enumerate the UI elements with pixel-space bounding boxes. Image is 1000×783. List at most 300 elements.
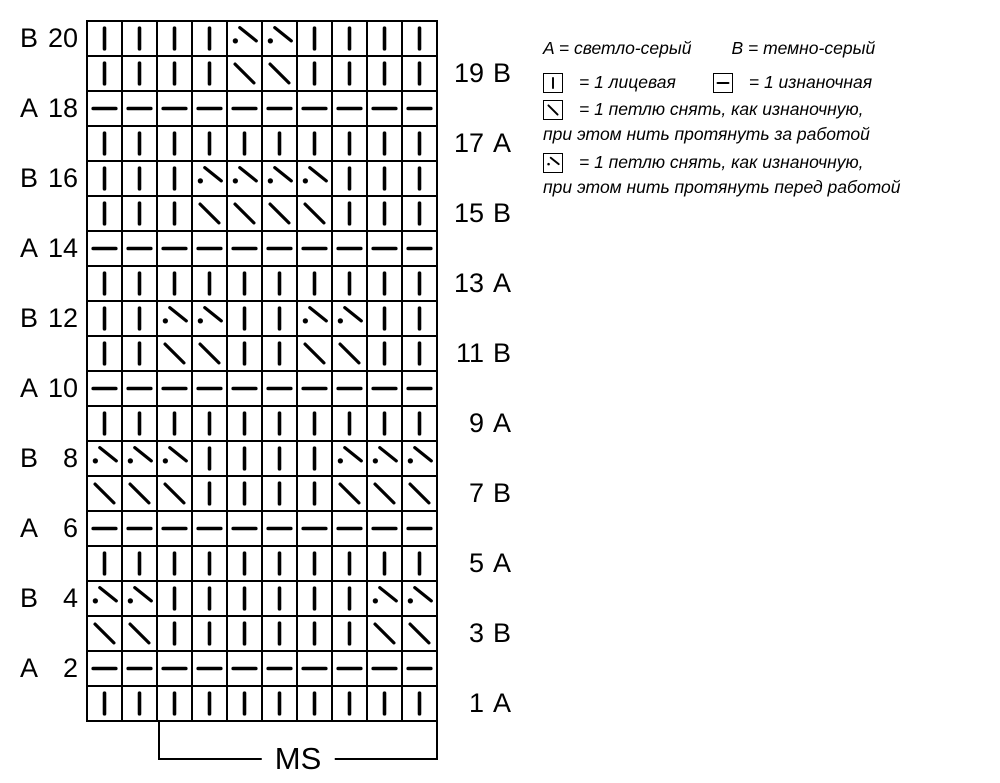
- chart-cell-knit: [122, 546, 157, 581]
- slip-wyif-glyph: [333, 302, 366, 335]
- knit-glyph: [158, 407, 191, 440]
- chart-cell-purl: [332, 231, 367, 266]
- chart-cell-knit: [157, 266, 192, 301]
- chart-cell-knit: [122, 301, 157, 336]
- chart-cell-purl: [367, 651, 402, 686]
- knit-glyph: [263, 302, 296, 335]
- knit-glyph: [228, 337, 261, 370]
- knit-glyph: [333, 57, 366, 90]
- chart-cell-knit: [157, 56, 192, 91]
- purl-glyph: [715, 75, 731, 91]
- knit-glyph: [333, 197, 366, 230]
- chart-cell-slip-wyif: [262, 161, 297, 196]
- slip-wyif-glyph: [298, 302, 331, 335]
- chart-cell-purl: [227, 91, 262, 126]
- knit-glyph: [88, 267, 121, 300]
- chart-cell-knit: [122, 336, 157, 371]
- knit-glyph: [158, 617, 191, 650]
- chart-cell-knit: [297, 406, 332, 441]
- slip-wyib-glyph: [123, 617, 156, 650]
- purl-glyph: [123, 92, 156, 125]
- purl-glyph: [193, 372, 226, 405]
- chart-cell-slip-wyib: [87, 476, 122, 511]
- knit-glyph: [368, 197, 401, 230]
- purl-glyph: [193, 92, 226, 125]
- chart-cell-knit: [367, 126, 402, 161]
- chart-cell-knit: [262, 301, 297, 336]
- chart-cell-slip-wyib: [332, 476, 367, 511]
- chart-cell-knit: [262, 476, 297, 511]
- knit-glyph: [298, 57, 331, 90]
- chart-cell-knit: [262, 441, 297, 476]
- chart-cell-knit: [87, 56, 122, 91]
- chart-cell-knit: [87, 686, 122, 721]
- slip-wyib-glyph: [193, 197, 226, 230]
- slip-wyif-glyph: [123, 442, 156, 475]
- chart-cell-knit: [122, 406, 157, 441]
- chart-cell-knit: [332, 56, 367, 91]
- purl-glyph: [158, 92, 191, 125]
- purl-glyph: [368, 512, 401, 545]
- slip-wyif-glyph: [333, 442, 366, 475]
- legend-slip-wyib-line: [543, 99, 998, 120]
- chart-cell-knit: [87, 336, 122, 371]
- row-label-15: 15 B: [454, 198, 512, 228]
- chart-cell-purl: [192, 371, 227, 406]
- chart-cell-purl: [262, 371, 297, 406]
- right-row-labels: [454, 21, 524, 721]
- chart-cell-knit: [192, 21, 227, 56]
- purl-glyph: [403, 372, 436, 405]
- slip-wyib-glyph: [403, 617, 436, 650]
- purl-glyph: [88, 652, 121, 685]
- knit-glyph: [403, 127, 436, 160]
- chart-cell-knit: [332, 161, 367, 196]
- knit-glyph: [228, 442, 261, 475]
- chart-cell-knit: [122, 21, 157, 56]
- knit-glyph: [228, 617, 261, 650]
- knit-glyph: [158, 687, 191, 720]
- chart-cell-purl: [297, 91, 332, 126]
- purl-glyph: [228, 652, 261, 685]
- chart-cell-knit: [122, 126, 157, 161]
- chart-cell-knit: [192, 266, 227, 301]
- chart-cell-slip-wyif: [367, 581, 402, 616]
- purl-glyph: [123, 372, 156, 405]
- slip-wyif-glyph: [403, 582, 436, 615]
- knit-glyph: [403, 302, 436, 335]
- slip-wyif-glyph: [158, 302, 191, 335]
- knit-glyph: [228, 302, 261, 335]
- chart-cell-purl: [367, 511, 402, 546]
- chart-cell-knit: [332, 616, 367, 651]
- purl-glyph: [193, 232, 226, 265]
- chart-cell-purl: [262, 91, 297, 126]
- chart-cell-purl: [157, 651, 192, 686]
- chart-cell-knit: [297, 441, 332, 476]
- chart-cell-slip-wyib: [157, 336, 192, 371]
- knit-glyph: [333, 687, 366, 720]
- knit-glyph: [193, 617, 226, 650]
- chart-cell-knit: [297, 581, 332, 616]
- purl-glyph: [158, 372, 191, 405]
- chart-cell-purl: [157, 511, 192, 546]
- chart-cell-knit: [402, 546, 437, 581]
- knit-glyph: [333, 127, 366, 160]
- knit-glyph: [88, 302, 121, 335]
- chart-cell-knit: [332, 406, 367, 441]
- chart-cell-slip-wyib: [367, 476, 402, 511]
- row-label-13: 13 A: [454, 268, 512, 298]
- purl-glyph: [88, 232, 121, 265]
- chart-cell-purl: [157, 371, 192, 406]
- knit-glyph: [403, 22, 436, 55]
- slip-wyif-glyph: [298, 162, 331, 195]
- knit-glyph: [88, 687, 121, 720]
- slip-wyif-glyph: [263, 22, 296, 55]
- slip-wyib-glyph: [263, 197, 296, 230]
- purl-glyph: [403, 512, 436, 545]
- row-label-2: A 2: [20, 653, 78, 683]
- chart-cell-knit: [192, 476, 227, 511]
- chart-cell-knit: [262, 336, 297, 371]
- knit-glyph: [123, 267, 156, 300]
- chart-cell-slip-wyib: [122, 616, 157, 651]
- knit-glyph: [298, 127, 331, 160]
- purl-glyph: [263, 92, 296, 125]
- knit-glyph: [193, 687, 226, 720]
- knit-glyph: [545, 75, 561, 91]
- chart-cell-purl: [367, 91, 402, 126]
- slip-wyib-glyph: [333, 477, 366, 510]
- chart-cell-slip-wyif: [297, 161, 332, 196]
- pattern-repeat-bracket: [158, 722, 438, 776]
- chart-cell-purl: [157, 91, 192, 126]
- chart-cell-purl: [402, 511, 437, 546]
- row-label-19: 19 B: [454, 58, 512, 88]
- chart-cell-knit: [297, 126, 332, 161]
- knit-glyph: [158, 57, 191, 90]
- legend-color-a: A = светло-серый: [543, 38, 692, 58]
- slip-wyib-glyph: [228, 57, 261, 90]
- chart-cell-slip-wyib: [262, 56, 297, 91]
- purl-glyph: [88, 92, 121, 125]
- row-label-11: 11 B: [455, 338, 512, 368]
- legend-purl-label: = 1 изнаночная: [748, 72, 873, 92]
- chart-cell-knit: [192, 56, 227, 91]
- chart-cell-knit: [367, 686, 402, 721]
- chart-cell-knit: [227, 266, 262, 301]
- slip-wyib-glyph: [368, 477, 401, 510]
- chart-cell-knit: [192, 581, 227, 616]
- knit-glyph: [88, 22, 121, 55]
- legend-color-b: B = темно-серый: [731, 38, 876, 58]
- knit-glyph: [403, 197, 436, 230]
- legend-slip-wyif-label: = 1 петлю снять, как изнаночную,: [579, 152, 864, 172]
- chart-cell-slip-wyib: [192, 196, 227, 231]
- knit-glyph: [193, 267, 226, 300]
- purl-glyph: [123, 512, 156, 545]
- knit-glyph: [368, 57, 401, 90]
- knit-glyph: [263, 267, 296, 300]
- knit-glyph: [88, 57, 121, 90]
- purl-glyph: [403, 652, 436, 685]
- knit-glyph: [333, 162, 366, 195]
- purl-glyph: [368, 372, 401, 405]
- knit-glyph: [88, 547, 121, 580]
- knit-glyph: [298, 442, 331, 475]
- chart-cell-knit: [367, 546, 402, 581]
- row-label-9: 9 A: [468, 408, 512, 438]
- chart-cell-slip-wyif: [122, 581, 157, 616]
- knit-glyph: [368, 302, 401, 335]
- chart-cell-knit: [262, 546, 297, 581]
- knit-glyph: [263, 127, 296, 160]
- chart-cell-knit: [332, 266, 367, 301]
- knit-glyph: [193, 442, 226, 475]
- slip-wyib-glyph: [158, 477, 191, 510]
- knit-glyph: [298, 617, 331, 650]
- chart-cell-knit: [157, 616, 192, 651]
- chart-cell-slip-wyif: [332, 441, 367, 476]
- chart-cell-knit: [332, 686, 367, 721]
- knit-glyph: [158, 547, 191, 580]
- chart-cell-purl: [227, 231, 262, 266]
- chart-cell-knit: [402, 336, 437, 371]
- knit-glyph: [403, 687, 436, 720]
- chart-cell-slip-wyif: [262, 21, 297, 56]
- legend-knit-purl-line: [543, 72, 998, 93]
- chart-cell-knit: [192, 546, 227, 581]
- purl-glyph: [123, 232, 156, 265]
- knit-glyph: [193, 57, 226, 90]
- chart-cell-slip-wyif: [367, 441, 402, 476]
- chart-cell-purl: [122, 651, 157, 686]
- chart-cell-knit: [227, 686, 262, 721]
- legend-slip-wyif-label-cont: при этом нить протянуть перед работой: [543, 177, 901, 197]
- slip-wyif-glyph: [193, 302, 226, 335]
- chart-cell-knit: [402, 21, 437, 56]
- chart-cell-knit: [262, 126, 297, 161]
- row-label-14: A 14: [20, 233, 78, 263]
- chart-cell-purl: [297, 231, 332, 266]
- knit-glyph: [193, 127, 226, 160]
- chart-cell-knit: [122, 56, 157, 91]
- row-label-7: 7 B: [468, 478, 512, 508]
- purl-glyph: [298, 372, 331, 405]
- chart-cell-slip-wyif: [157, 441, 192, 476]
- chart-cell-knit: [227, 581, 262, 616]
- chart-cell-slip-wyif: [192, 301, 227, 336]
- chart-cell-slip-wyif: [122, 441, 157, 476]
- knit-glyph: [333, 582, 366, 615]
- chart-cell-knit: [297, 56, 332, 91]
- knit-glyph: [228, 267, 261, 300]
- knit-glyph: [368, 127, 401, 160]
- chart-cell-knit: [262, 616, 297, 651]
- chart-cell-knit: [402, 406, 437, 441]
- chart-cell-slip-wyib: [297, 336, 332, 371]
- chart-cell-purl: [297, 371, 332, 406]
- chart-cell-purl: [332, 511, 367, 546]
- knit-glyph: [333, 547, 366, 580]
- knit-glyph: [88, 337, 121, 370]
- chart-cell-knit: [87, 406, 122, 441]
- chart-cell-knit: [402, 301, 437, 336]
- chart-cell-knit: [332, 196, 367, 231]
- chart-cell-knit: [157, 686, 192, 721]
- chart-cell-slip-wyif: [297, 301, 332, 336]
- legend-slip-wyif-line: [543, 152, 998, 173]
- knit-glyph: [123, 57, 156, 90]
- purl-glyph: [158, 512, 191, 545]
- chart-cell-knit: [297, 686, 332, 721]
- slip-wyib-glyph: [298, 197, 331, 230]
- slip-wyib-glyph: [123, 477, 156, 510]
- knit-glyph: [228, 547, 261, 580]
- chart-cell-slip-wyib: [297, 196, 332, 231]
- knit-glyph: [298, 477, 331, 510]
- chart-cell-knit: [157, 21, 192, 56]
- chart-cell-purl: [262, 231, 297, 266]
- chart-cell-slip-wyif: [192, 161, 227, 196]
- chart-cell-slip-wyif: [402, 441, 437, 476]
- knit-glyph: [368, 407, 401, 440]
- chart-cell-purl: [227, 511, 262, 546]
- chart-cell-slip-wyib: [157, 476, 192, 511]
- legend-knit-label: = 1 лицевая: [579, 72, 676, 92]
- knit-glyph: [123, 22, 156, 55]
- purl-glyph: [88, 372, 121, 405]
- chart-cell-knit: [367, 406, 402, 441]
- chart-cell-knit: [297, 476, 332, 511]
- chart-cell-knit: [402, 126, 437, 161]
- chart-cell-knit: [332, 21, 367, 56]
- chart-cell-slip-wyib: [227, 196, 262, 231]
- chart-cell-purl: [87, 371, 122, 406]
- chart-cell-knit: [157, 406, 192, 441]
- chart-cell-slip-wyif: [157, 301, 192, 336]
- knit-glyph: [403, 337, 436, 370]
- chart-cell-knit: [262, 266, 297, 301]
- chart-cell-knit: [122, 266, 157, 301]
- knit-glyph: [88, 197, 121, 230]
- chart-cell-knit: [332, 546, 367, 581]
- chart-cell-knit: [87, 21, 122, 56]
- slip-wyib-glyph: [403, 477, 436, 510]
- chart-cell-knit: [157, 126, 192, 161]
- chart-cell-knit: [227, 616, 262, 651]
- chart-cell-purl: [192, 651, 227, 686]
- knit-glyph: [263, 477, 296, 510]
- knit-glyph: [88, 127, 121, 160]
- chart-cell-knit: [227, 126, 262, 161]
- purl-glyph: [298, 232, 331, 265]
- chart-cell-slip-wyif: [87, 441, 122, 476]
- chart-cell-purl: [192, 511, 227, 546]
- knit-glyph: [403, 407, 436, 440]
- knit-glyph: [298, 687, 331, 720]
- knitting-chart-grid: [86, 20, 438, 722]
- slip-wyib-glyph: [545, 102, 561, 118]
- knit-glyph: [403, 547, 436, 580]
- knit-glyph: [158, 162, 191, 195]
- purl-glyph: [193, 512, 226, 545]
- chart-cell-purl: [122, 371, 157, 406]
- knit-glyph: [368, 337, 401, 370]
- chart-cell-knit: [192, 616, 227, 651]
- chart-cell-slip-wyib: [227, 56, 262, 91]
- row-label-8: B 8: [20, 443, 78, 473]
- chart-cell-knit: [87, 301, 122, 336]
- knit-glyph: [368, 267, 401, 300]
- legend-slip-wyib-continuation: [543, 124, 998, 145]
- purl-glyph: [228, 232, 261, 265]
- knit-glyph: [368, 687, 401, 720]
- purl-glyph: [333, 372, 366, 405]
- chart-cell-slip-wyib: [192, 336, 227, 371]
- knit-glyph: [158, 22, 191, 55]
- purl-glyph: [368, 92, 401, 125]
- purl-glyph: [298, 92, 331, 125]
- purl-glyph: [403, 92, 436, 125]
- slip-wyif-glyph: [545, 155, 561, 171]
- legend: [543, 38, 998, 198]
- knit-glyph: [158, 197, 191, 230]
- chart-cell-knit: [332, 126, 367, 161]
- chart-cell-purl: [402, 91, 437, 126]
- chart-cell-knit: [367, 336, 402, 371]
- chart-cell-knit: [227, 301, 262, 336]
- knit-glyph: [193, 22, 226, 55]
- purl-glyph: [333, 512, 366, 545]
- chart-cell-knit: [87, 161, 122, 196]
- knit-glyph: [263, 547, 296, 580]
- chart-cell-knit: [332, 581, 367, 616]
- legend-slip-wyib-label-cont: при этом нить протянуть за работой: [543, 124, 870, 144]
- slip-wyib-glyph: [88, 617, 121, 650]
- purl-glyph: [333, 652, 366, 685]
- knit-glyph: [158, 127, 191, 160]
- knit-glyph: [123, 197, 156, 230]
- row-label-16: B 16: [20, 163, 78, 193]
- chart-cell-knit: [402, 266, 437, 301]
- chart-cell-purl: [402, 231, 437, 266]
- chart-cell-knit: [122, 196, 157, 231]
- slip-wyif-glyph: [228, 22, 261, 55]
- knit-glyph: [333, 407, 366, 440]
- chart-cell-knit: [192, 441, 227, 476]
- knit-glyph: [158, 582, 191, 615]
- chart-cell-purl: [122, 511, 157, 546]
- chart-cell-knit: [402, 56, 437, 91]
- slip-wyib-glyph: [368, 617, 401, 650]
- knit-glyph: [263, 407, 296, 440]
- knit-glyph: [123, 547, 156, 580]
- purl-glyph: [263, 372, 296, 405]
- knit-glyph: [333, 22, 366, 55]
- knit-glyph: [368, 547, 401, 580]
- slip-wyif-glyph: [403, 442, 436, 475]
- chart-cell-purl: [227, 651, 262, 686]
- chart-cell-slip-wyib: [87, 616, 122, 651]
- purl-glyph: [263, 652, 296, 685]
- knit-glyph: [263, 442, 296, 475]
- slip-wyif-glyph: [368, 582, 401, 615]
- chart-cell-slip-wyib: [402, 616, 437, 651]
- slip-wyif-glyph: [158, 442, 191, 475]
- chart-cell-knit: [367, 21, 402, 56]
